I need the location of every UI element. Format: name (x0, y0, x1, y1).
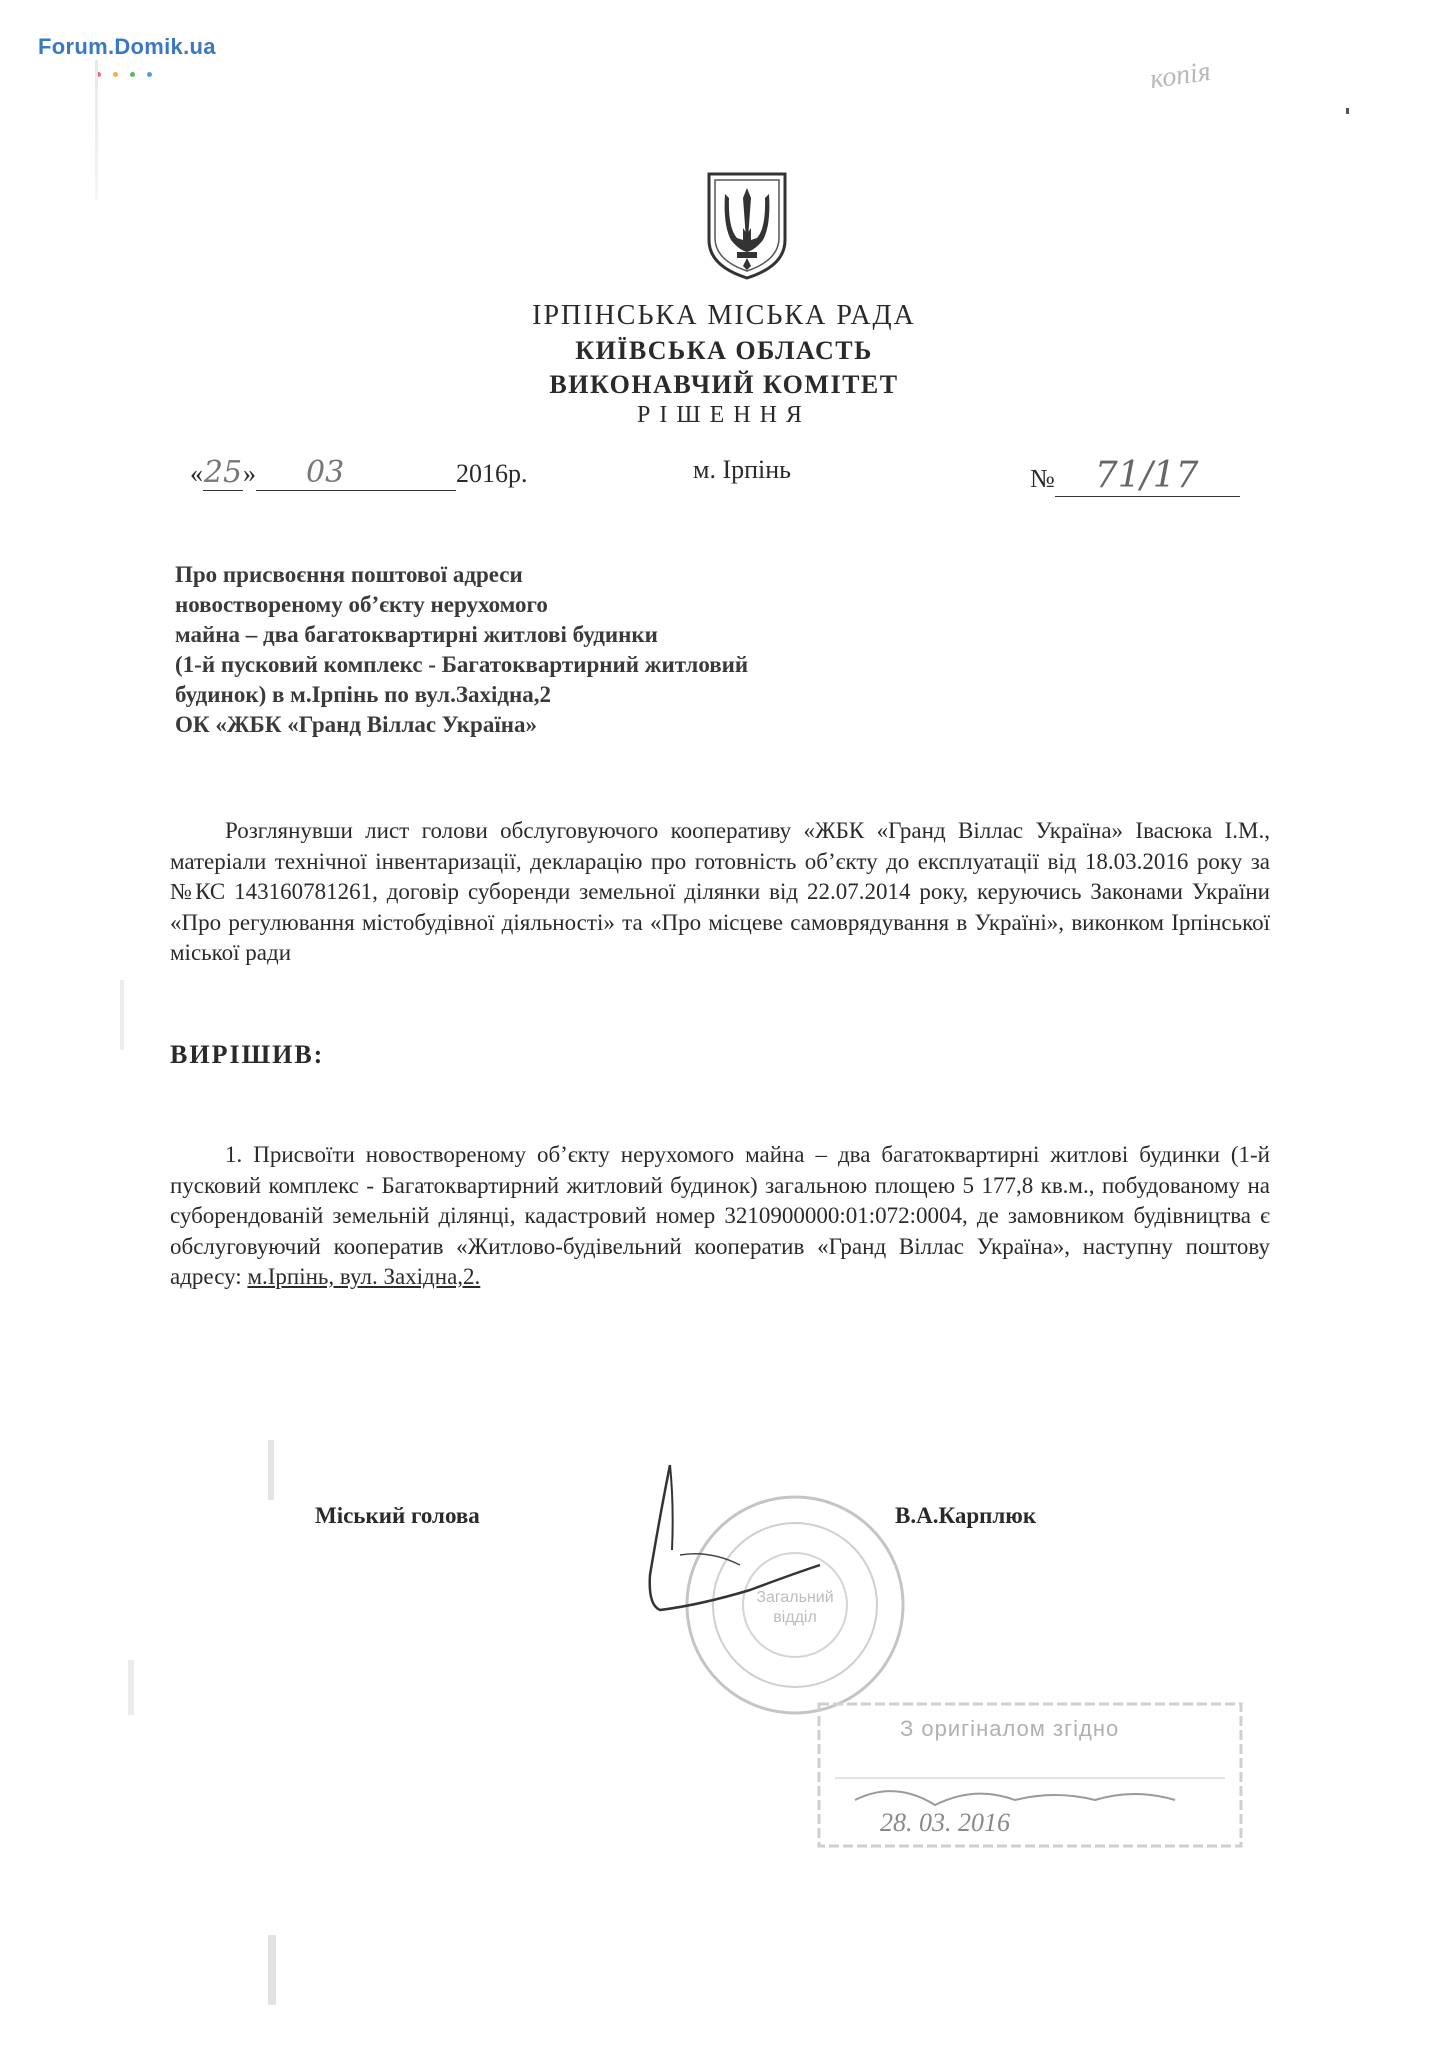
date-month: 03 (306, 455, 345, 490)
decision-place: м. Ірпінь (693, 455, 792, 484)
svg-text:відділ: відділ (773, 1609, 817, 1626)
signatory-title: Міський голова (315, 1503, 480, 1528)
decision-date (190, 455, 528, 491)
scan-noise (268, 1935, 276, 2005)
site-watermark[interactable]: Forum.Domik.ua (38, 34, 216, 59)
subject-line: Про присвоєння поштової адреси (175, 562, 523, 587)
corner-handwritten-mark: копія (1148, 55, 1213, 96)
svg-text:Загальний: Загальний (756, 1589, 834, 1606)
decided-heading: ВИРІШИВ: (170, 1040, 325, 1069)
assigned-address: м.Ірпінь, вул. Західна,2. (247, 1264, 481, 1289)
date-month-field (256, 455, 456, 491)
scan-noise (95, 60, 98, 200)
date-close-quote: » (243, 459, 256, 488)
decision-subject (175, 560, 895, 740)
watermark-dot (147, 72, 152, 77)
preamble-paragraph: Розглянувши лист голови обслуговуючого кооперативу «ЖБК «Гранд Віллас Україна» Івасюка І.М., матеріали технічної інвентаризації, декларацію про готовність об’єкту до експлуатації від 18.03.2016 року за №КС 143160781261, договір суборенди земельної ділянки від 22.07.2014 року, керуючись Законами України «Про регулювання містобудівної діяльності» та «Про місцеве самоврядування в Україні», виконком Ірпінської міської ради (170, 818, 1270, 965)
document-type: РІШЕННЯ (637, 402, 811, 428)
watermark-dots (96, 64, 164, 82)
committee-name: ВИКОНАВЧИЙ КОМІТЕТ (549, 370, 899, 399)
date-year: 2016р. (456, 459, 528, 488)
scan-noise (128, 1660, 134, 1715)
region-name: КИЇВСЬКА ОБЛАСТЬ (575, 336, 873, 365)
mayor-signature (590, 1455, 890, 1635)
subject-line: майна – два багатоквартирні житлові будинки (175, 622, 658, 647)
scan-noise (268, 1440, 274, 1500)
subject-line: новоствореному об’єкту нерухомого (175, 592, 548, 617)
date-day-field (203, 455, 243, 491)
date-open-quote: « (190, 459, 203, 488)
subject-line: ОК «ЖБК «Гранд Віллас Україна» (175, 712, 537, 737)
clause-1 (170, 1140, 1270, 1293)
subject-line: будинок) в м.Ірпінь по вул.Західна,2 (175, 682, 551, 707)
watermark-dot (113, 72, 118, 77)
clause-1-text: 1. Присвоїти новоствореному об’єкту нерухомого майна – два багатоквартирні житлові будинки (1-й пусковий комплекс - Багатоквартирний житловий будинок) загальною площею 5 177,8 кв.м., побудованому на суборендованій земельній ділянці, кадастровий номер 3210900000:01:072:0004, де замовником будівництва є обслуговуючий кооператив «Житлово-будівельний кооператив «Гранд Віллас Україна», наступну поштову адресу: (170, 1142, 1270, 1289)
watermark-dot (130, 72, 135, 77)
coat-of-arms-icon (703, 170, 791, 282)
decision-number (1030, 455, 1240, 497)
council-name: ІРПІНСЬКА МІСЬКА РАДА (532, 300, 916, 331)
subject-line: (1-й пусковий комплекс - Багатоквартирний житловий (175, 652, 749, 677)
number-label: № (1030, 464, 1055, 493)
scan-noise (120, 980, 124, 1050)
number-value: 71/17 (1094, 455, 1199, 496)
signatory-name: В.А.Карплюк (895, 1503, 1037, 1528)
date-day: 25 (203, 455, 243, 490)
scan-noise (1346, 108, 1349, 114)
copy-stamp-text: З оригіналом згідно (900, 1716, 1120, 1741)
number-field (1055, 455, 1240, 497)
copy-stamp-date: 28. 03. 2016 (880, 1808, 1010, 1837)
